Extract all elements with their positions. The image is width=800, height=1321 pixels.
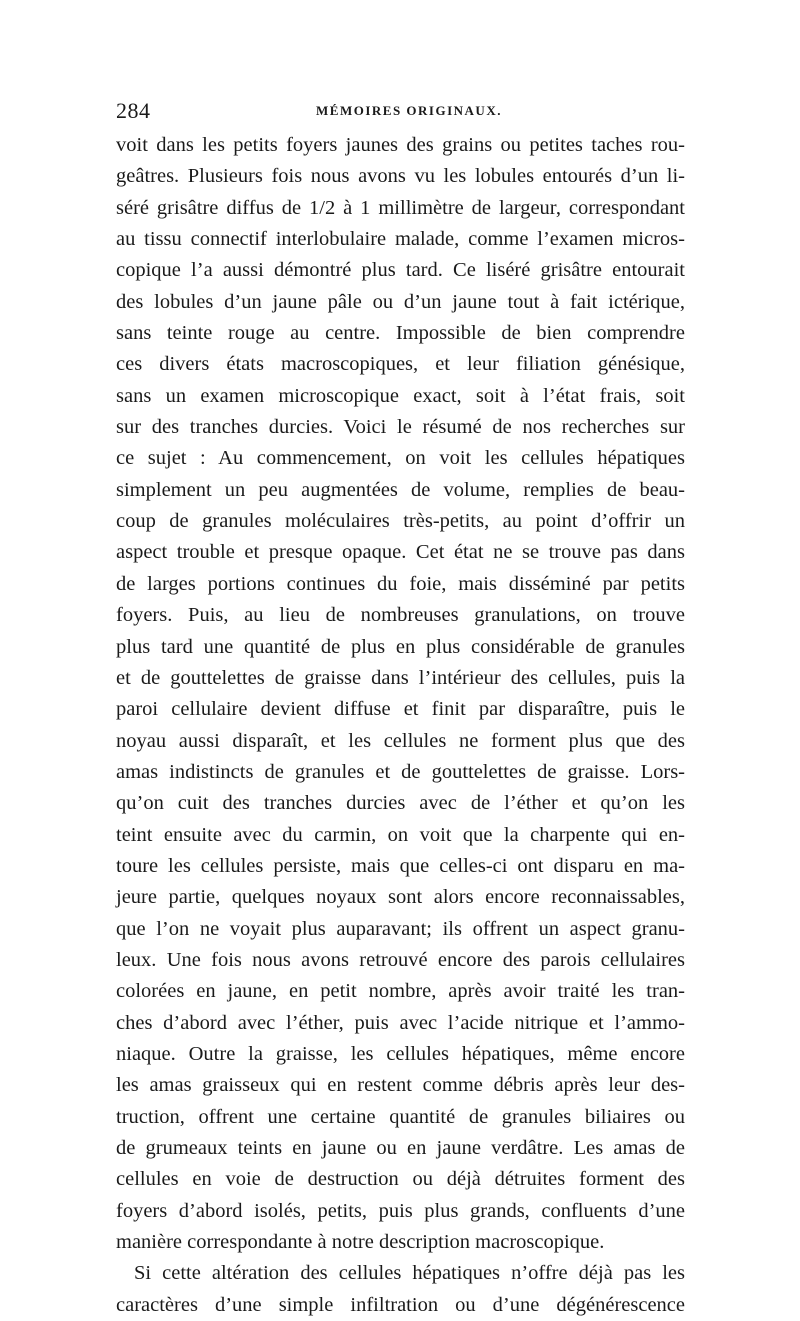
running-title: MÉMOIRES ORIGINAUX. <box>316 103 502 118</box>
text-line: sans un examen microscopique exact, soit à l’état frais, soit <box>116 384 685 407</box>
text-line: de grumeaux teints en jaune ou en jaune verdâtre. Les amas de <box>116 1137 685 1159</box>
text-line: jeure partie, quelques noyaux sont alors encore reconnaissables, <box>116 886 685 909</box>
text-line: truction, offrent une certaine quantité de granules biliaires ou <box>116 1105 685 1128</box>
text-line: coup de granules moléculaires très-petits, au point d’offrir un <box>116 510 685 533</box>
text-line: toure les cellules persiste, mais que celles-ci ont disparu en ma- <box>116 854 685 877</box>
text-line: ce sujet : Au commencement, on voit les cellules hépatiques <box>116 447 685 470</box>
text-line: ces divers états macroscopiques, et leur filiation génésique, <box>116 353 685 376</box>
text-line: des lobules d’un jaune pâle ou d’un jaune tout à fait ictérique, <box>116 290 685 313</box>
text-line: aspect trouble et presque opaque. Cet état ne se trouve pas dans <box>116 541 685 564</box>
text-line: foyers d’abord isolés, petits, puis plus grands, confluents d’une <box>116 1199 685 1222</box>
text-line-paragraph-end: manière correspondante à notre description macroscopique. <box>116 1231 605 1254</box>
text-line: simplement un peu augmentées de volume, remplies de beau- <box>116 478 685 501</box>
text-line: paroi cellulaire devient diffuse et finit par disparaître, puis le <box>116 698 685 721</box>
text-line: que l’on ne voyait plus auparavant; ils offrent un aspect granu- <box>116 917 685 940</box>
text-line-paragraph-start: Si cette altération des cellules hépatiques n’offre déjà pas les <box>134 1262 685 1285</box>
text-line: copique l’a aussi démontré plus tard. Ce liséré grisâtre entourait <box>116 259 685 282</box>
text-line: leux. Une fois nous avons retrouvé encore des parois cellulaires <box>116 948 685 971</box>
text-line: amas indistincts de granules et de gouttelettes de graisse. Lors- <box>116 760 685 783</box>
text-line: cellules en voie de destruction ou déjà détruites forment des <box>116 1168 685 1191</box>
text-line: séré grisâtre diffus de 1/2 à 1 millimètre de largeur, correspondant <box>116 196 685 219</box>
text-line: geâtres. Plusieurs fois nous avons vu les lobules entourés d’un li- <box>116 165 685 188</box>
text-line: caractères d’une simple infiltration ou d’une dégénérescence <box>116 1293 685 1316</box>
text-line: foyers. Puis, au lieu de nombreuses granulations, on trouve <box>116 604 685 627</box>
text-line: niaque. Outre la graisse, les cellules hépatiques, même encore <box>116 1042 685 1065</box>
text-line: les amas graisseux qui en restent comme débris après leur des- <box>116 1074 685 1097</box>
text-line: teint ensuite avec du carmin, on voit que la charpente qui en- <box>116 823 685 846</box>
text-line: sur des tranches durcies. Voici le résumé de nos recherches sur <box>116 416 685 439</box>
text-line: plus tard une quantité de plus en plus considérable de granules <box>116 635 685 658</box>
page-header <box>116 98 686 128</box>
text-line: et de gouttelettes de graisse dans l’intérieur des cellules, puis la <box>116 666 685 689</box>
text-line: colorées en jaune, en petit nombre, après avoir traité les tran- <box>116 980 685 1003</box>
text-line: de larges portions continues du foie, mais disséminé par petits <box>116 572 685 595</box>
page-number: 284 <box>116 98 151 123</box>
body-text <box>116 130 685 1321</box>
text-line: noyau aussi disparaît, et les cellules ne forment plus que des <box>116 729 685 752</box>
text-line: sans teinte rouge au centre. Impossible de bien comprendre <box>116 322 685 345</box>
text-line: voit dans les petits foyers jaunes des grains ou petites taches rou- <box>116 134 685 156</box>
text-line: qu’on cuit des tranches durcies avec de l’éther et qu’on les <box>116 792 685 815</box>
text-line: au tissu connectif interlobulaire malade, comme l’examen micros- <box>116 228 685 251</box>
text-line: ches d’abord avec l’éther, puis avec l’acide nitrique et l’ammo- <box>116 1011 685 1034</box>
